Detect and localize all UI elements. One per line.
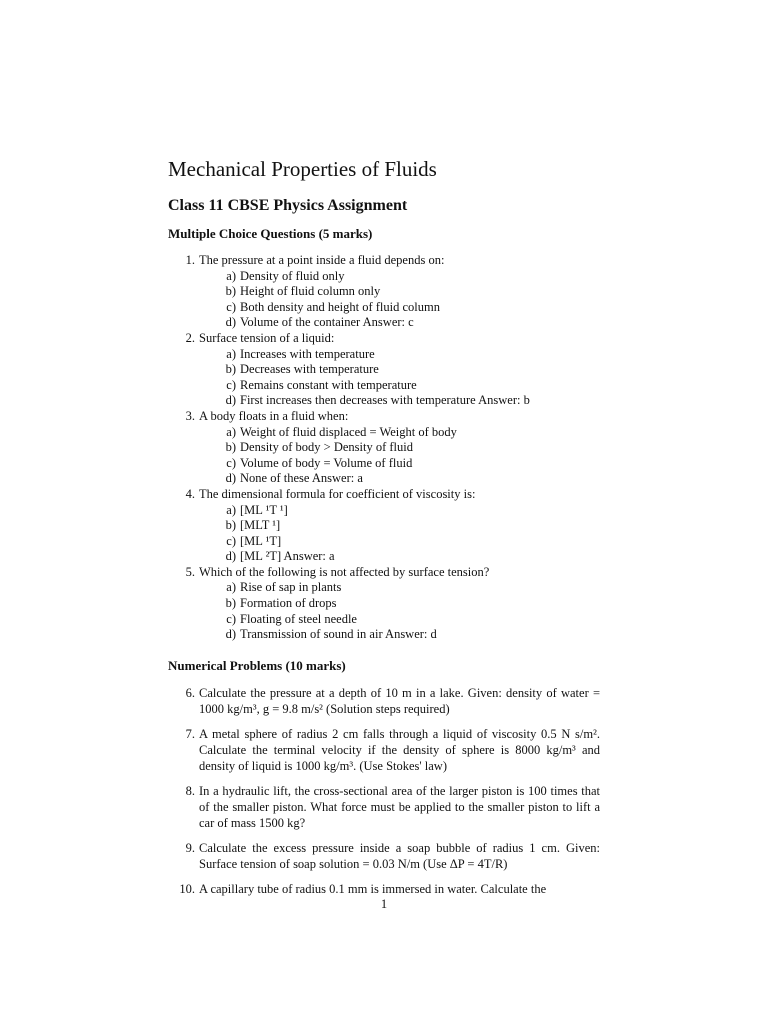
option-letter: d) [225, 549, 236, 564]
mcq-option [199, 518, 600, 534]
numerical-problem [168, 783, 600, 831]
option-text: Rise of sap in plants [240, 580, 342, 595]
problem-text: Calculate the pressure at a depth of 10 m in a lake. Given: density of water = 1000 kg/m³, g = 9.8 m/s² (Solution steps required) [199, 685, 600, 716]
mcq-option [199, 378, 600, 394]
mcq-option [199, 440, 600, 456]
question-text: Which of the following is not affected by surface tension? [199, 564, 490, 579]
option-text: Volume of body = Volume of fluid [240, 455, 413, 470]
option-text: Increases with temperature [240, 346, 375, 361]
mcq-option [199, 503, 600, 519]
numerical-list [168, 685, 600, 897]
option-letter: a) [226, 268, 236, 283]
option-letter: c) [226, 299, 236, 314]
option-letter: a) [226, 502, 236, 517]
option-letter: c) [226, 611, 236, 626]
mcq-option [199, 471, 600, 487]
mcq-option [199, 425, 600, 441]
option-letter: d) [225, 471, 236, 486]
mcq-option [199, 549, 600, 565]
option-text: Formation of drops [240, 596, 337, 611]
option-text: Both density and height of fluid column [240, 299, 440, 314]
mcq-option [199, 315, 600, 331]
option-text: First increases then decreases with temperature Answer: b [240, 393, 530, 408]
option-text: [ML ¹T ¹] [240, 502, 288, 517]
option-letter: a) [226, 424, 236, 439]
mcq-option [199, 580, 600, 596]
option-text: Transmission of sound in air Answer: d [240, 627, 437, 642]
mcq-option [199, 362, 600, 378]
document-subtitle: Class 11 CBSE Physics Assignment [168, 197, 408, 214]
option-letter: a) [226, 346, 236, 361]
numerical-problem [168, 881, 600, 897]
option-text: Density of fluid only [240, 268, 345, 283]
option-text: Decreases with temperature [240, 362, 379, 377]
numerical-problem [168, 726, 600, 774]
option-text: Height of fluid column only [240, 284, 381, 299]
option-text: Volume of the container Answer: c [240, 315, 414, 330]
mcq-option [199, 627, 600, 643]
option-text: [ML ¹T] [240, 533, 282, 548]
option-letter: b) [225, 440, 236, 455]
problem-number: 8. [185, 783, 195, 798]
problem-text: A capillary tube of radius 0.1 mm is immersed in water. Calculate the [199, 881, 547, 896]
mcq-option [199, 393, 600, 409]
problem-number: 9. [185, 840, 195, 855]
mcq-option [199, 596, 600, 612]
option-text: [MLT ¹] [240, 518, 281, 533]
question-text: The dimensional formula for coefficient of viscosity is: [199, 486, 476, 501]
mcq-option [199, 284, 600, 300]
mcq-option [199, 300, 600, 316]
question-number: 5. [185, 564, 195, 579]
mcq-question [168, 331, 600, 409]
option-letter: c) [226, 533, 236, 548]
question-number: 3. [185, 408, 195, 423]
page-number: 1 [380, 897, 388, 911]
problem-number: 6. [185, 685, 195, 700]
option-letter: b) [225, 362, 236, 377]
option-text: Density of body > Density of fluid [240, 440, 414, 455]
question-number: 4. [185, 486, 195, 501]
question-text: The pressure at a point inside a fluid depends on: [199, 253, 445, 267]
problem-number: 7. [185, 726, 195, 741]
option-letter: b) [225, 518, 236, 533]
mcq-question [168, 253, 600, 331]
mcq-option [199, 456, 600, 472]
option-letter: b) [225, 596, 236, 611]
option-letter: a) [226, 580, 236, 595]
problem-number: 10. [179, 881, 195, 896]
mcq-option [199, 612, 600, 628]
option-letter: d) [225, 393, 236, 408]
mcq-list [168, 253, 600, 643]
option-letter: d) [225, 315, 236, 330]
numerical-problem [168, 840, 600, 872]
option-text: None of these Answer: a [240, 471, 363, 486]
problem-text: Calculate the excess pressure inside a soap bubble of radius 1 cm. Given: Surface tension of soap solution = 0.03 N/m (Use ΔP = 4T/R) [199, 840, 600, 871]
option-letter: c) [226, 377, 236, 392]
numerical-heading: Numerical Problems (10 marks) [168, 657, 346, 673]
problem-text: In a hydraulic lift, the cross-sectional area of the larger piston is 100 times that of the smaller piston. What force must be applied to the smaller piston to lift a car of mass 1500 kg? [199, 783, 600, 830]
problem-text: A metal sphere of radius 2 cm falls through a liquid of viscosity 0.5 N s/m². Calculate the terminal velocity if the density of sphere is 8000 kg/m³ and density of liquid is 1000 kg/m³. (Use Stokes' law) [199, 726, 600, 773]
page-content [168, 155, 600, 897]
mcq-option [199, 534, 600, 550]
mcq-question [168, 487, 600, 565]
option-text: Weight of fluid displaced = Weight of body [240, 424, 457, 439]
question-number: 1. [185, 253, 195, 267]
mcq-option [199, 347, 600, 363]
document-title: Mechanical Properties of Fluids [168, 157, 437, 181]
option-text: [ML ²T] Answer: a [240, 549, 335, 564]
numerical-problem [168, 685, 600, 717]
mcq-option [199, 269, 600, 285]
option-letter: c) [226, 455, 236, 470]
mcq-question [168, 565, 600, 643]
question-number: 2. [185, 330, 195, 345]
question-text: Surface tension of a liquid: [199, 330, 335, 345]
question-text: A body floats in a fluid when: [199, 408, 349, 423]
mcq-question [168, 409, 600, 487]
option-letter: b) [225, 284, 236, 299]
option-letter: d) [225, 627, 236, 642]
option-text: Floating of steel needle [240, 611, 357, 626]
mcq-heading: Multiple Choice Questions (5 marks) [168, 226, 373, 241]
option-text: Remains constant with temperature [240, 377, 417, 392]
